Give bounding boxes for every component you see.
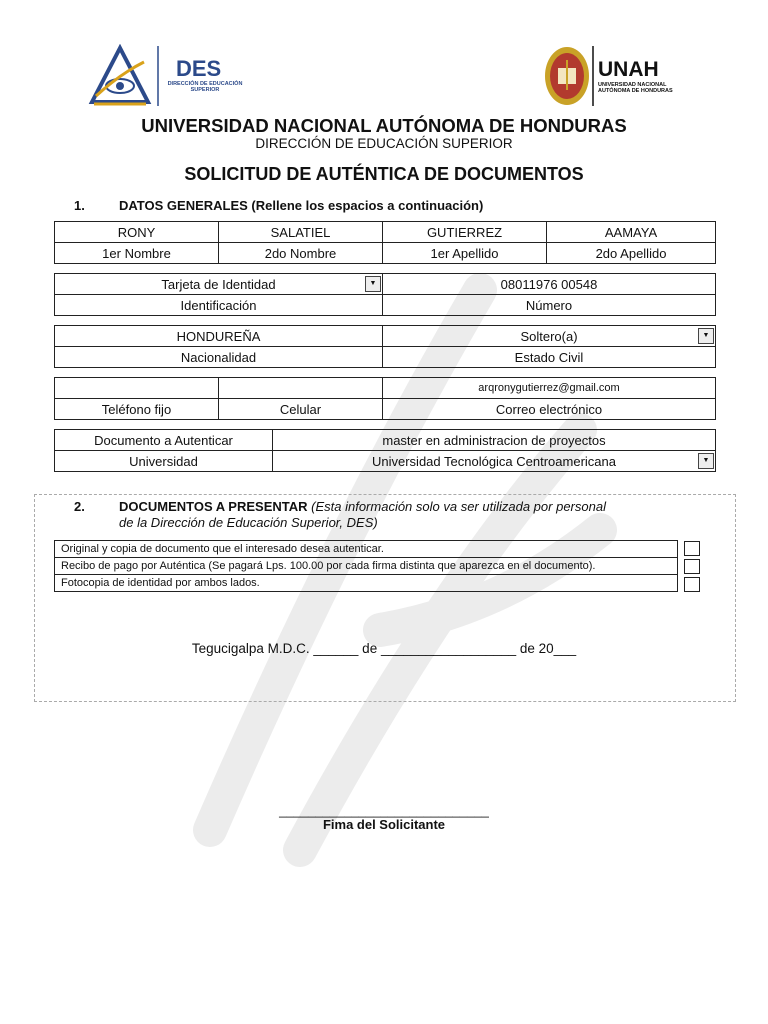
identification-number-label: Número — [383, 295, 716, 316]
nationality-label: Nacionalidad — [55, 347, 383, 368]
section-2-number: 2. — [74, 499, 85, 514]
dropdown-arrow-icon[interactable]: ▼ — [698, 453, 714, 469]
contact-table — [54, 377, 716, 420]
first-name-field[interactable]: RONY — [55, 222, 219, 243]
identification-type-select[interactable] — [55, 274, 383, 295]
documents-checklist — [54, 540, 678, 592]
unah-logo-subtitle-line-2: AUTÓNOMA DE HONDURAS — [598, 88, 673, 94]
unah-logo-subtitle — [598, 82, 673, 94]
section-2-heading — [119, 499, 606, 531]
section-1-number: 1. — [74, 198, 85, 213]
university-select[interactable] — [273, 451, 716, 472]
section-1-title: DATOS GENERALES (Rellene los espacios a continuación) — [119, 198, 484, 213]
unah-divider — [592, 46, 594, 106]
department-title: DIRECCIÓN DE EDUCACIÓN SUPERIOR — [255, 136, 513, 151]
dropdown-arrow-icon[interactable]: ▼ — [365, 276, 381, 292]
university-label: Universidad — [55, 451, 273, 472]
second-name-label: 2do Nombre — [219, 243, 383, 264]
section-2-note: (Esta información solo va ser utilizada por personal — [311, 499, 606, 514]
document-table — [54, 429, 716, 472]
place-date: Tegucigalpa M.D.C. ______ de __________________ de 20___ — [191, 641, 577, 656]
first-surname-label: 1er Apellido — [383, 243, 547, 264]
nationality-field[interactable]: HONDUREÑA — [55, 326, 383, 347]
email-field[interactable]: arqronygutierrez@gmail.com — [383, 378, 716, 399]
signature-label: Fima del Solicitante — [322, 817, 446, 832]
second-surname-field[interactable]: AAMAYA — [547, 222, 716, 243]
section-2-title: DOCUMENTOS A PRESENTAR — [119, 499, 308, 514]
checkbox-fotocopia[interactable] — [684, 577, 700, 592]
des-logo-text: DES — [176, 56, 222, 81]
form-title: SOLICITUD DE AUTÉNTICA DE DOCUMENTOS — [184, 164, 584, 184]
phone-label: Teléfono fijo — [55, 399, 219, 420]
names-table — [54, 221, 716, 264]
document-label: Documento a Autenticar — [55, 430, 273, 451]
des-logo-subtitle: DIRECCIÓN DE EDUCACIÓN SUPERIOR — [167, 81, 243, 93]
first-name-label: 1er Nombre — [55, 243, 219, 264]
signature-line: _____________________________ — [279, 803, 489, 818]
first-surname-field[interactable]: GUTIERREZ — [383, 222, 547, 243]
university-title: UNIVERSIDAD NACIONAL AUTÓNOMA DE HONDURAS — [141, 115, 627, 136]
unah-logo-subtitle-line-1: UNIVERSIDAD NACIONAL — [598, 82, 667, 88]
phone-field[interactable] — [55, 378, 219, 399]
civil-status-select[interactable] — [383, 326, 716, 347]
document-field[interactable]: master en administracion de proyectos — [273, 430, 716, 451]
checkbox-original[interactable] — [684, 541, 700, 556]
mobile-label: Celular — [219, 399, 383, 420]
document-item: Fotocopia de identidad por ambos lados. — [55, 575, 678, 592]
dropdown-arrow-icon[interactable]: ▼ — [698, 328, 714, 344]
mobile-field[interactable] — [219, 378, 383, 399]
section-2-note-2: de la Dirección de Educación Superior, DES) — [119, 515, 378, 530]
document-item: Original y copia de documento que el interesado desea autenticar. — [55, 541, 678, 558]
civil-status-value: Soltero(a) — [520, 328, 578, 344]
identification-number-field[interactable]: 08011976 00548 — [383, 274, 716, 295]
email-label: Correo electrónico — [383, 399, 716, 420]
document-item: Recibo de pago por Auténtica (Se pagará Lps. 100.00 por cada firma distinta que aparezca en el documento). — [55, 558, 678, 575]
identification-type-value: Tarjeta de Identidad — [161, 276, 276, 292]
civil-table — [54, 325, 716, 368]
checkbox-recibo[interactable] — [684, 559, 700, 574]
identification-table — [54, 273, 716, 316]
unah-seal-icon — [544, 46, 590, 106]
unah-logo-text: UNAH — [598, 58, 659, 81]
identification-type-label: Identificación — [55, 295, 383, 316]
university-value: Universidad Tecnológica Centroamericana — [371, 453, 616, 469]
second-name-field[interactable]: SALATIEL — [219, 222, 383, 243]
second-surname-label: 2do Apellido — [547, 243, 716, 264]
civil-status-label: Estado Civil — [383, 347, 716, 368]
